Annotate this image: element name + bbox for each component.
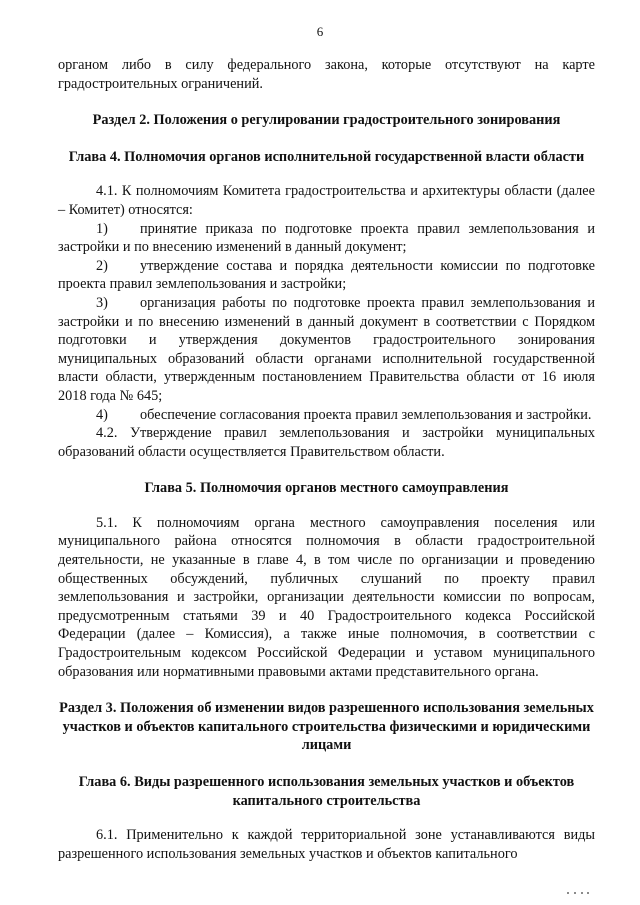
page-number: 6 [316,24,324,39]
paragraph-6-1: 6.1. Применительно к каждой территориальной зоне устанавливаются виды разрешенного использования земельных участков и объектов капитального [58,827,595,862]
intro-paragraph: органом либо в силу федерального закона, которые отсутствуют на карте градостроительных ограничений. [58,57,595,92]
list-item-text: принятие приказа по подготовке проекта правил землепользования и застройки и по внесению изменений в данный документ; [58,220,595,256]
scan-artifact [565,890,591,896]
chapter-5-title: Глава 5. Полномочия органов местного самоуправления [144,480,509,497]
section-3-title: Раздел 3. Положения об изменении видов разрешенного использования земельных участков и объектов капитального строительства физическими и юридическими лицами [59,700,594,754]
list-item [58,406,595,425]
list-item-number: 1) [96,220,108,237]
list-item [58,257,595,294]
list-item-number: 3) [96,294,108,311]
list-item-text: утверждение состава и порядка деятельности комиссии по подготовке проекта правил землепользования и застройки; [58,257,595,293]
paragraph-4-2: 4.2. Утверждение правил землепользования и застройки муниципальных образований области осуществляется Правительством области. [58,425,595,460]
list-item-number: 4) [96,406,108,423]
list-item-number: 2) [96,257,108,274]
chapter-6-title: Глава 6. Виды разрешенного использования земельных участков и объектов капитального строительства [78,774,575,809]
section-2-title: Раздел 2. Положения о регулировании градостроительного зонирования [92,112,561,129]
paragraph-4-1: 4.1. К полномочиям Комитета градостроительства и архитектуры области (далее – Комитет) относятся: [58,183,595,218]
list-item [58,294,595,406]
document-body [58,56,595,863]
list-item [58,220,595,257]
chapter-4-title: Глава 4. Полномочия органов исполнительной государственной власти области [68,148,585,165]
list-item-text: обеспечение согласования проекта правил землепользования и застройки. [140,406,592,423]
paragraph-5-1: 5.1. К полномочиям органа местного самоуправления поселения или муниципального района относятся полномочия в области градостроительной деятельности, не указанные в главе 4, в том числе по организации и проведению общественных обсуждений, публичных слушаний по проекту правил землепользования и застройки, организации деятельности комиссии по вопросам, предусмотренным статьями 39 и 40 Градостроительного кодекса Российской Федерации (далее – Комиссия), а также иные полномочия, в соответствии с Градостроительным кодексом Российской Федерации и уставом муниципального образования или нормативными правовыми актами представительного органа. [58,514,595,680]
list-item-text: организация работы по подготовке проекта правил землепользования и застройки и по внесению изменений в данный документ в соответствии с Порядком подготовки и утверждения документов градостроительного зонирования муниципальных образований области органами исполнительной государственной власти области, утвержденным постановлением Правительства области от 16 июля 2018 года № 645; [58,294,595,404]
